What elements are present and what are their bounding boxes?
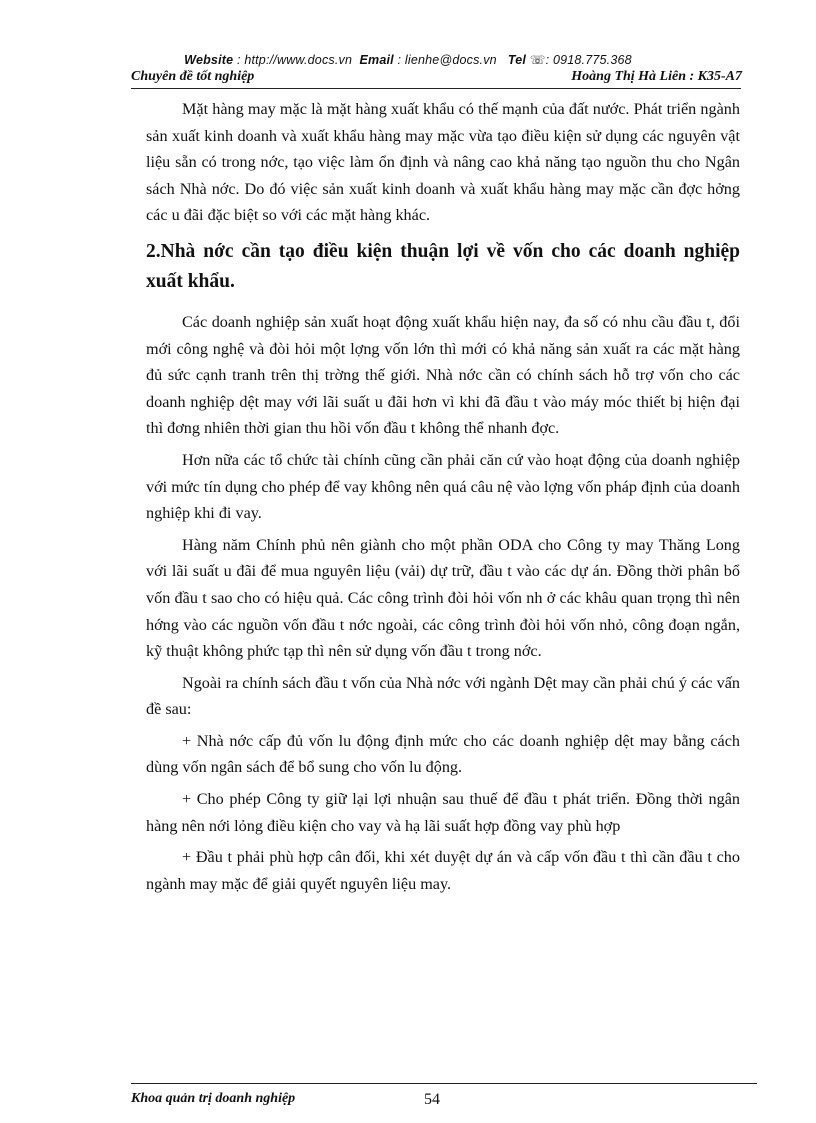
header-left-title: Chuyên đề tốt nghiệp [131,69,255,84]
tel-value: : 0918.775.368 [545,53,632,67]
paragraph-2: Các doanh nghiệp sản xuất hoạt động xuất khẩu hiện nay, đa số có nhu cầu đầu t, đổi mới công nghệ và đòi hỏi một lợng vốn lớn thì mới có khả năng sản xuất ra các mặt hàng đủ sức cạnh tranh trên thị trờng thế giới. Nhà nớc cần có chính sách hỗ trợ vốn cho các doanh nghiệp dệt may với lãi suất u đãi hơn vì khi đã đầu t vào máy móc thiết bị hiện đại thì đơng nhiên thời gian thu hồi vốn đầu t không thể nhanh đợc. [146,312,740,438]
footer-left-faculty: Khoa quản trị doanh nghiệp [131,1091,296,1106]
header-divider [131,88,741,89]
paragraph-4: Hàng năm Chính phủ nên giành cho một phần ODA cho Công ty may Thăng Long với lãi suất u đãi để mua nguyên liệu (vải) dự trữ, đầu t vào các dự án. Đồng thời phân bổ vốn đầu t sao cho có hiệu quả. Các công trình đòi hỏi vốn nh ở các khâu quan trọng thì nên hớng vào các nguồn vốn đầu t nớc ngoài, các công trình đòi hỏi vốn nhỏ, công đoạn ngắn, kỹ thuật không phức tạp thì nên sử dụng vốn đầu t trong nớc. [146,535,740,661]
page-content [146,96,740,897]
email-label: Email [359,53,394,67]
paragraph-5: Ngoài ra chính sách đầu t vốn của Nhà nớc với ngành Dệt may cần phải chú ý các vấn đề sau: [146,673,740,719]
website-url: : http://www.docs.vn [236,53,353,67]
website-line [0,52,816,67]
tel-label: Tel [507,53,527,67]
phone-icon: ☏ [529,53,546,67]
paragraph-3: Hơn nữa các tổ chức tài chính cũng cần phải căn cứ vào hoạt động của doanh nghiệp với mức tín dụng cho phép để vay không nên quá câu nệ vào lợng vốn pháp định của doanh nghiệp khi đi vay. [146,450,740,523]
paragraph-6: + Nhà nớc cấp đủ vốn lu động định mức cho các doanh nghiệp dệt may bằng cách dùng vốn ngân sách để bổ sung cho vốn lu động. [146,731,740,777]
paragraph-7: + Cho phép Công ty giữ lại lợi nhuận sau thuế để đầu t phát triển. Đồng thời ngân hàng nên nới lỏng điều kiện cho vay và hạ lãi suất hợp đồng vay phù hợp [146,790,740,835]
page-number: 54 [424,1091,440,1108]
paragraph-1: Mặt hàng may mặc là mặt hàng xuất khẩu có thế mạnh của đất nước. Phát triển ngành sản xuất kinh doanh và xuất khẩu hàng may mặc vừa tạo điều kiện sử dụng các nguyên vật liệu sẵn có trong nớc, tạo việc làm ổn định và nâng cao khả năng tạo nguồn thu cho Ngân sách Nhà nớc. Do đó việc sản xuất kinh doanh và xuất khẩu hàng may mặc cần đợc hởng các u đãi đặc biệt so với các mặt hàng khác. [146,100,740,225]
header-right-author: Hoàng Thị Hà Liên : K35-A7 [571,69,742,84]
paragraph-8: + Đầu t phải phù hợp cân đối, khi xét duyệt dự án và cấp vốn đầu t thì cần đầu t cho ngành may mặc để giải quyết nguyên liệu may. [146,848,740,893]
website-label: Website [184,53,234,67]
footer-divider [131,1083,757,1084]
email-value: : lienhe@docs.vn [397,53,497,67]
section-heading: 2.Nhà nớc cần tạo điều kiện thuận lợi về vốn cho các doanh nghiệp xuất khẩu. [146,240,740,292]
